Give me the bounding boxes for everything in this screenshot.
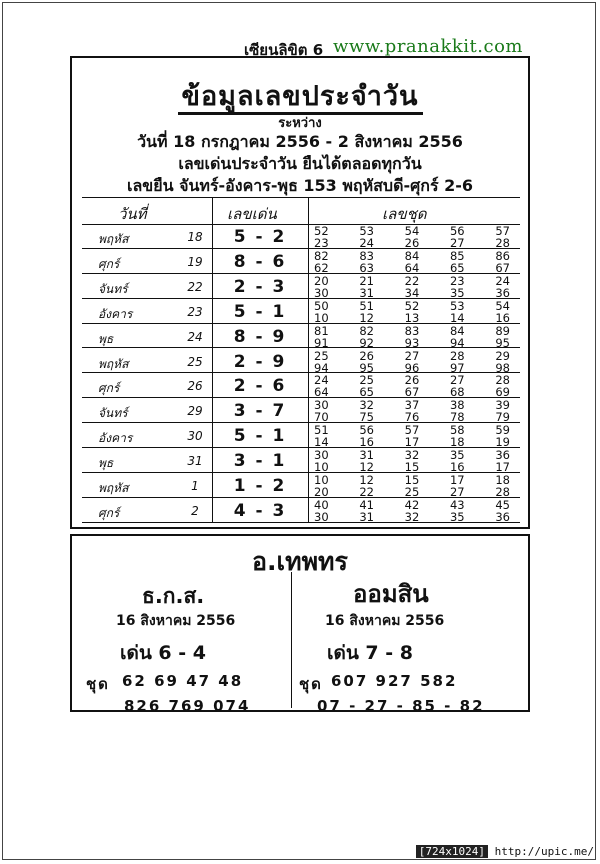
set-number: 51 — [314, 423, 329, 438]
set-number: 30 — [314, 509, 329, 524]
size-badge: [724x1024] — [416, 845, 488, 858]
set-number: 29 — [495, 348, 510, 363]
set-number: 78 — [449, 410, 465, 425]
set-number: 94 — [449, 335, 465, 350]
set-number: 98 — [495, 360, 510, 375]
set-number: 27 — [404, 348, 420, 363]
set-number: 16 — [359, 435, 374, 450]
set-number: 24 — [359, 236, 374, 250]
set-number: 56 — [449, 224, 465, 238]
set-number: 35 — [449, 509, 465, 524]
set-number: 95 — [359, 360, 374, 375]
set-number: 31 — [359, 285, 374, 300]
set-number: 28 — [495, 236, 510, 250]
row-lead-pair: 5 - 1 — [233, 426, 287, 447]
set-number: 21 — [359, 273, 374, 288]
set-number: 62 — [314, 260, 329, 275]
set-line — [314, 386, 510, 398]
set-number: 89 — [495, 323, 510, 338]
set-number: 96 — [404, 360, 420, 375]
row-date: 19 — [187, 254, 203, 269]
set-number: 56 — [359, 423, 374, 438]
set-number: 16 — [449, 460, 465, 475]
set-line — [314, 436, 510, 448]
set-number: 91 — [314, 335, 329, 350]
set-number: 85 — [449, 248, 465, 263]
set-number: 67 — [495, 260, 510, 275]
row-date: 22 — [187, 279, 203, 294]
set-number: 36 — [495, 509, 510, 524]
set-number: 82 — [359, 323, 374, 338]
set-number: 25 — [359, 373, 374, 388]
row-sets — [314, 424, 510, 448]
set-number: 31 — [359, 509, 374, 524]
set-number: 32 — [404, 448, 420, 463]
row-day: จันทร์ — [98, 281, 128, 296]
set-number: 97 — [449, 360, 465, 375]
row-sets — [314, 275, 510, 299]
set-number: 24 — [495, 273, 510, 288]
set-number: 43 — [449, 497, 465, 512]
table-row — [82, 373, 520, 398]
row-sets — [314, 250, 510, 274]
set-line — [314, 511, 510, 523]
lead-note: เลขเด่นประจำวัน ยืนได้ตลอดทุกวัน — [178, 154, 422, 173]
set-line — [314, 312, 510, 324]
set-number: 30 — [314, 398, 329, 413]
set-number: 27 — [449, 236, 465, 250]
set-number: 31 — [359, 448, 374, 463]
set-number: 15 — [404, 460, 420, 475]
upload-link[interactable]: http://upic.me/ — [494, 845, 594, 858]
row-day: จันทร์ — [98, 406, 128, 421]
set-number: 39 — [495, 398, 510, 413]
header-sets: เลขชุด — [382, 205, 427, 223]
row-lead-pair: 8 - 6 — [233, 251, 287, 272]
set-number: 95 — [495, 335, 510, 350]
draw-date: 16 สิงหาคม 2556 — [116, 613, 236, 629]
set-label: ชุด — [86, 675, 110, 693]
set-number: 64 — [404, 260, 420, 275]
table-row — [82, 299, 520, 324]
table-row — [82, 274, 520, 299]
set-number: 86 — [495, 248, 510, 263]
row-lead-pair: 5 - 1 — [233, 301, 287, 322]
set-number: 24 — [314, 373, 329, 388]
numbers-table — [82, 197, 520, 523]
set-number: 10 — [314, 310, 329, 325]
header-lead: เลขเด่น — [227, 205, 277, 223]
set-number: 34 — [404, 285, 420, 300]
row-date: 30 — [187, 429, 203, 444]
set-number: 51 — [359, 298, 374, 313]
set-number: 26 — [359, 348, 374, 363]
set-number: 79 — [495, 410, 510, 425]
set-number: 42 — [404, 497, 420, 512]
set-number: 17 — [495, 460, 510, 475]
set-number: 83 — [404, 323, 420, 338]
row-day: อังคาร — [98, 306, 133, 321]
row-sets — [314, 350, 510, 374]
set-number: 26 — [404, 236, 420, 250]
set-number: 18 — [495, 473, 510, 487]
set-number: 14 — [314, 435, 329, 450]
row-sets — [314, 325, 510, 349]
set-number: 58 — [449, 423, 465, 438]
page-tag: เซียนลิขิต 6 — [244, 41, 324, 59]
between-label: ระหว่าง — [278, 116, 322, 131]
row-day: ศุกร์ — [98, 505, 120, 520]
set-number: 70 — [314, 410, 329, 425]
set-number: 37 — [404, 398, 420, 413]
set-number: 22 — [359, 485, 374, 499]
daily-numbers-panel — [70, 56, 530, 529]
set-number: 92 — [359, 335, 374, 350]
row-day: พุธ — [98, 456, 114, 471]
set-number: 53 — [449, 298, 465, 313]
row-date: 26 — [187, 379, 203, 394]
set-number: 22 — [404, 273, 420, 288]
row-lead-pair: 3 - 1 — [233, 451, 287, 472]
panel-title: ข้อมูลเลขประจำวัน — [72, 74, 528, 117]
row-lead-pair: 1 - 2 — [233, 476, 287, 496]
set-number: 45 — [495, 497, 510, 512]
set-number: 84 — [404, 248, 420, 263]
row-sets — [314, 499, 510, 523]
set-line — [314, 237, 510, 249]
row-sets — [314, 449, 510, 473]
header-date: วันที่ — [118, 205, 147, 223]
site-url[interactable]: www.pranakkit.com — [333, 36, 524, 57]
table-row — [82, 398, 520, 423]
set-number: 76 — [404, 410, 420, 425]
set-number: 63 — [359, 260, 374, 275]
set-number: 23 — [449, 273, 465, 288]
row-sets — [314, 225, 510, 249]
set-number: 16 — [495, 310, 510, 325]
row-date: 29 — [187, 404, 203, 419]
author-name: อ.เทพทร — [252, 547, 348, 576]
set-number: 40 — [314, 497, 329, 512]
set-number: 82 — [314, 248, 329, 263]
row-date: 31 — [187, 454, 203, 469]
set-number: 36 — [495, 285, 510, 300]
set-number: 12 — [359, 310, 374, 325]
lead-pair: เด่น 6 - 4 — [120, 642, 206, 664]
row-day: ศุกร์ — [98, 256, 120, 271]
set-number: 57 — [404, 423, 420, 438]
set-number: 93 — [404, 335, 420, 350]
row-lead-pair: 2 - 6 — [233, 376, 287, 397]
set-number: 53 — [359, 224, 374, 238]
row-day: พฤหัส — [98, 232, 129, 246]
set-number: 20 — [314, 273, 329, 288]
set-line — [314, 262, 510, 274]
set-line — [314, 486, 510, 498]
set-line: 07 - 27 - 85 - 82 — [317, 697, 485, 715]
set-number: 64 — [314, 385, 329, 400]
set-line — [314, 461, 510, 473]
set-number: 83 — [359, 248, 374, 263]
set-number: 32 — [404, 509, 420, 524]
upload-footer — [416, 845, 594, 858]
set-line — [314, 337, 510, 349]
table-row — [82, 249, 520, 274]
set-line: 607 927 582 — [331, 672, 458, 690]
set-line: 62 69 47 48 — [122, 672, 244, 690]
row-lead-pair: 2 - 3 — [233, 276, 287, 297]
set-number: 18 — [449, 435, 465, 450]
set-line — [314, 287, 510, 299]
set-number: 28 — [495, 485, 510, 499]
set-number: 38 — [449, 398, 465, 413]
table-row — [82, 423, 520, 448]
table-row — [82, 324, 520, 349]
set-line — [314, 300, 510, 312]
set-number: 13 — [404, 310, 420, 325]
set-number: 57 — [495, 224, 510, 238]
set-number: 27 — [449, 485, 465, 499]
row-date: 25 — [187, 354, 203, 369]
row-day: อังคาร — [98, 431, 133, 446]
table-row — [82, 349, 520, 374]
set-number: 14 — [449, 310, 465, 325]
set-number: 25 — [404, 485, 420, 499]
set-number: 81 — [314, 323, 329, 338]
set-line — [314, 411, 510, 423]
set-number: 59 — [495, 423, 510, 438]
row-date: 24 — [187, 329, 203, 344]
set-number: 52 — [404, 298, 420, 313]
row-date: 18 — [187, 230, 203, 244]
set-number: 41 — [359, 497, 374, 512]
table-row — [82, 224, 520, 249]
set-number: 84 — [449, 323, 465, 338]
set-number: 30 — [314, 448, 329, 463]
table-row — [82, 448, 520, 473]
set-number: 67 — [404, 385, 420, 400]
row-day: พุธ — [98, 331, 114, 346]
row-lead-pair: 3 - 7 — [233, 401, 287, 422]
set-number: 25 — [314, 348, 329, 363]
set-number: 65 — [449, 260, 465, 275]
set-number: 65 — [359, 385, 374, 400]
set-line — [314, 350, 510, 362]
set-number: 28 — [449, 348, 465, 363]
fixed-note: เลขยืน จันทร์-อังคาร-พุธ 153 พฤหัสบดี-ศุกร์ 2-6 — [126, 176, 474, 195]
set-number: 12 — [359, 473, 374, 487]
set-number: 54 — [495, 298, 510, 313]
set-number: 32 — [359, 398, 374, 413]
bank-name: ออมสิน — [353, 580, 429, 608]
row-sets — [314, 399, 510, 423]
set-number: 19 — [495, 435, 510, 450]
set-number: 20 — [314, 485, 329, 499]
table-header — [82, 198, 520, 225]
set-number: 28 — [495, 373, 510, 388]
table-row — [82, 498, 520, 523]
set-number: 36 — [495, 448, 510, 463]
set-number: 27 — [449, 373, 465, 388]
set-number: 17 — [404, 435, 420, 450]
bank-prediction-panel — [70, 534, 530, 715]
set-number: 94 — [314, 360, 329, 375]
set-label: ชุด — [299, 675, 323, 693]
row-lead-pair: 8 - 9 — [233, 326, 287, 347]
draw-date: 16 สิงหาคม 2556 — [325, 613, 445, 629]
set-number: 35 — [449, 448, 465, 463]
row-date: 23 — [187, 304, 203, 319]
row-date: 1 — [191, 479, 199, 493]
row-lead-pair: 2 - 9 — [233, 351, 287, 372]
date-range: วันที่ 18 กรกฎาคม 2556 - 2 สิงหาคม 2556 — [137, 132, 463, 151]
set-number: 52 — [314, 224, 329, 238]
set-number: 35 — [449, 285, 465, 300]
set-number: 17 — [449, 473, 465, 487]
set-number: 12 — [359, 460, 374, 475]
row-date: 2 — [191, 503, 199, 518]
set-number: 54 — [404, 224, 420, 238]
set-number: 50 — [314, 298, 329, 313]
panel-divider — [291, 572, 292, 708]
row-day: ศุกร์ — [98, 381, 120, 396]
set-number: 30 — [314, 285, 329, 300]
set-line — [314, 275, 510, 287]
row-sets — [314, 474, 510, 498]
row-lead-pair: 5 - 2 — [233, 227, 287, 247]
row-day: พฤหัส — [98, 356, 129, 371]
row-day: พฤหัส — [98, 481, 129, 495]
row-sets — [314, 300, 510, 324]
set-line — [314, 325, 510, 337]
table-row — [82, 473, 520, 498]
set-line — [314, 362, 510, 374]
row-sets — [314, 374, 510, 398]
set-number: 68 — [449, 385, 465, 400]
set-number: 23 — [314, 236, 329, 250]
bank-name: ธ.ก.ส. — [142, 584, 205, 608]
lead-pair: เด่น 7 - 8 — [327, 642, 413, 664]
set-number: 15 — [404, 473, 420, 487]
set-line: 826 769 074 — [124, 697, 251, 715]
row-lead-pair: 4 - 3 — [233, 500, 287, 521]
set-number: 69 — [495, 385, 510, 400]
set-number: 10 — [314, 460, 329, 475]
set-number: 10 — [314, 473, 329, 487]
set-number: 26 — [404, 373, 420, 388]
set-number: 75 — [359, 410, 374, 425]
